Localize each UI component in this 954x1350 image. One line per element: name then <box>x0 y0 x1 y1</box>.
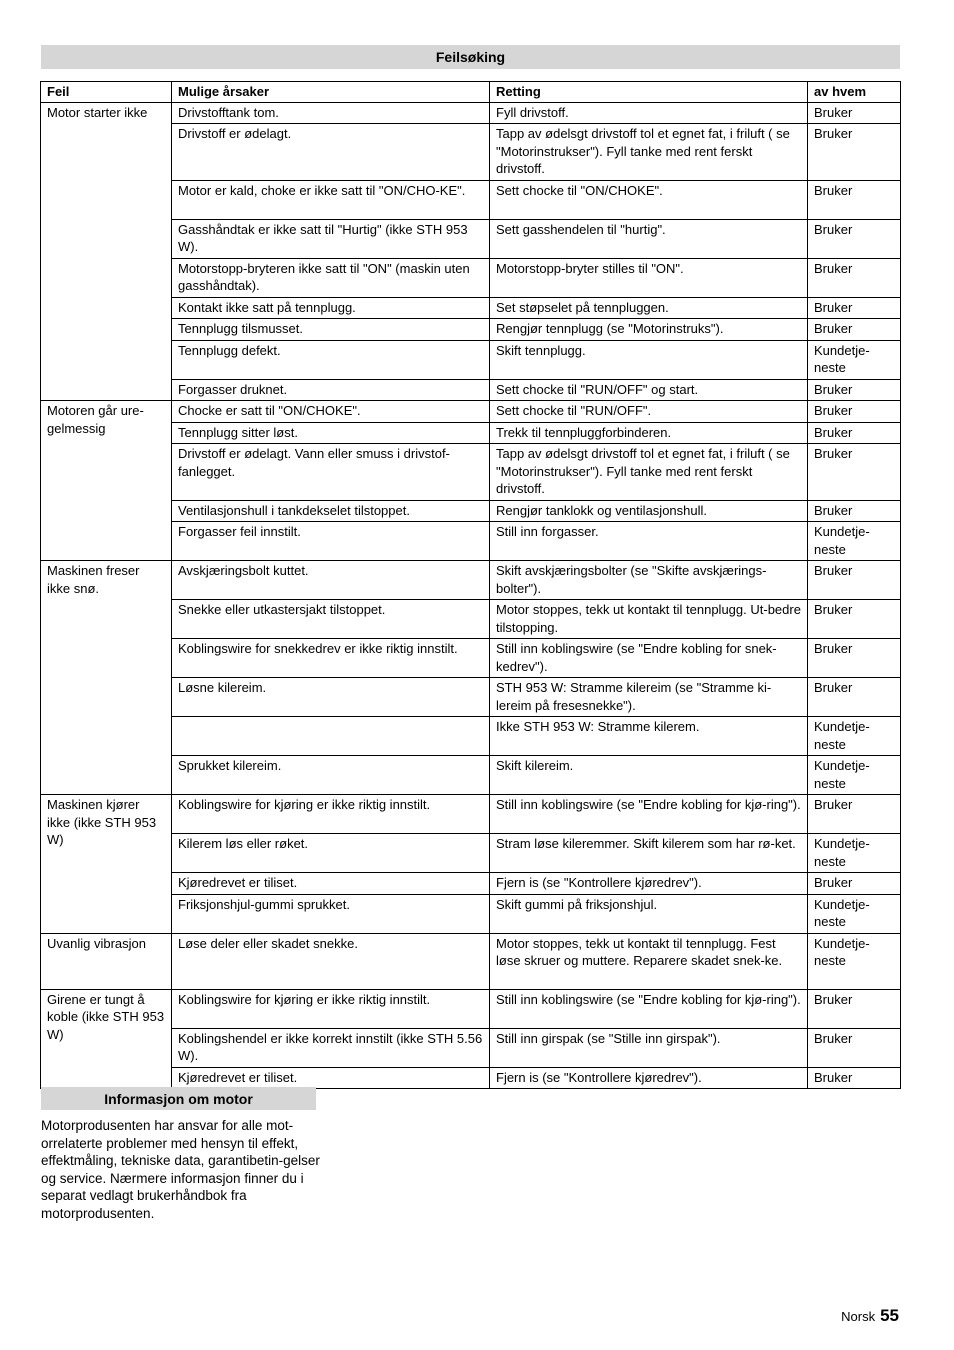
section-title-bar <box>41 45 900 69</box>
fix-cell: Sett chocke til "RUN/OFF". <box>490 401 808 423</box>
table-row <box>41 102 901 124</box>
footer-language: Norsk <box>841 1309 876 1324</box>
who-cell: Bruker <box>808 500 901 522</box>
fix-cell: Motor stoppes, tekk ut kontakt til tennplugg. Fest løse skruer og muttere. Reparere skadet snek-ke. <box>490 933 808 989</box>
fix-cell: Ikke STH 953 W: Stramme kilerem. <box>490 717 808 756</box>
info-title-bar <box>41 1087 316 1110</box>
header-fix: Retting <box>490 82 808 103</box>
who-cell: Bruker <box>808 600 901 639</box>
fault-cell: Motor starter ikke <box>41 102 172 401</box>
cause-cell: Kjøredrevet er tiliset. <box>172 873 490 895</box>
fault-cell: Girene er tungt å koble (ikke STH 953 W) <box>41 989 172 1089</box>
who-cell: Bruker <box>808 444 901 501</box>
cause-cell: Gasshåndtak er ikke satt til "Hurtig" (ikke STH 953 W). <box>172 219 490 258</box>
who-cell: Bruker <box>808 401 901 423</box>
who-cell: Bruker <box>808 873 901 895</box>
cause-cell: Friksjonshjul-gummi sprukket. <box>172 894 490 933</box>
fix-cell: Sett chocke til "ON/CHOKE". <box>490 180 808 219</box>
section-title: Feilsøking <box>435 49 506 65</box>
fix-cell: Trekk til tennpluggforbinderen. <box>490 422 808 444</box>
cause-cell <box>172 717 490 756</box>
cause-cell: Koblingswire for kjøring er ikke riktig innstilt. <box>172 795 490 834</box>
who-cell: Bruker <box>808 297 901 319</box>
cause-cell: Kilerem løs eller røket. <box>172 834 490 873</box>
cause-cell: Motor er kald, choke er ikke satt til "ON/CHO-KE". <box>172 180 490 219</box>
cause-cell: Tennplugg sitter løst. <box>172 422 490 444</box>
who-cell: Bruker <box>808 1028 901 1067</box>
fix-cell: Still inn forgasser. <box>490 522 808 561</box>
table-row <box>41 933 901 989</box>
who-cell: Bruker <box>808 180 901 219</box>
header-who: av hvem <box>808 82 901 103</box>
who-cell: Kundetje-neste <box>808 756 901 795</box>
cause-cell: Drivstofftank tom. <box>172 102 490 124</box>
who-cell: Kundetje-neste <box>808 522 901 561</box>
fix-cell: Tapp av ødelsgt drivstoff tol et egnet fat, i friluft ( se "Motorinstrukser"). Fyll tanke med rent ferskt drivstoff. <box>490 444 808 501</box>
fault-cell: Maskinen freser ikke snø. <box>41 561 172 795</box>
cause-cell: Koblingshendel er ikke korrekt innstilt (ikke STH 5.56 W). <box>172 1028 490 1067</box>
fix-cell: Fjern is (se "Kontrollere kjøredrev"). <box>490 1067 808 1089</box>
fix-cell: Tapp av ødelsgt drivstoff tol et egnet fat, i friluft ( se "Motorinstrukser"). Fyll tanke med rent ferskt drivstoff. <box>490 124 808 181</box>
cause-cell: Chocke er satt til "ON/CHOKE". <box>172 401 490 423</box>
fix-cell: Sett gasshendelen til "hurtig". <box>490 219 808 258</box>
cause-cell: Tennplugg tilsmusset. <box>172 319 490 341</box>
who-cell: Kundetje-neste <box>808 340 901 379</box>
who-cell: Kundetje-neste <box>808 933 901 989</box>
fix-cell: Still inn girspak (se "Stille inn girspak"). <box>490 1028 808 1067</box>
table-row <box>41 561 901 600</box>
info-title: Informasjon om motor <box>104 1090 253 1107</box>
table-body <box>41 102 901 1089</box>
page-number: 55 <box>880 1306 899 1325</box>
who-cell: Bruker <box>808 124 901 181</box>
fix-cell: Sett chocke til "RUN/OFF" og start. <box>490 379 808 401</box>
who-cell: Bruker <box>808 102 901 124</box>
fix-cell: Skift avskjæringsbolter (se "Skifte avskjærings-bolter"). <box>490 561 808 600</box>
who-cell: Bruker <box>808 319 901 341</box>
cause-cell: Kjøredrevet er tiliset. <box>172 1067 490 1089</box>
who-cell: Bruker <box>808 561 901 600</box>
who-cell: Bruker <box>808 639 901 678</box>
fix-cell: Still inn koblingswire (se "Endre kobling for kjø-ring"). <box>490 989 808 1028</box>
cause-cell: Tennplugg defekt. <box>172 340 490 379</box>
cause-cell: Avskjæringsbolt kuttet. <box>172 561 490 600</box>
fix-cell: Still inn koblingswire (se "Endre kobling for snek-kedrev"). <box>490 639 808 678</box>
who-cell: Bruker <box>808 219 901 258</box>
who-cell: Bruker <box>808 422 901 444</box>
fix-cell: Skift tennplugg. <box>490 340 808 379</box>
who-cell: Kundetje-neste <box>808 834 901 873</box>
who-cell: Bruker <box>808 989 901 1028</box>
fix-cell: Skift gummi på friksjonshjul. <box>490 894 808 933</box>
fix-cell: Still inn koblingswire (se "Endre kobling for kjø-ring"). <box>490 795 808 834</box>
who-cell: Bruker <box>808 258 901 297</box>
cause-cell: Koblingswire for kjøring er ikke riktig innstilt. <box>172 989 490 1028</box>
fix-cell: Fyll drivstoff. <box>490 102 808 124</box>
table-header-row <box>41 82 901 103</box>
troubleshooting-table <box>40 81 901 1089</box>
header-fault: Feil <box>41 82 172 103</box>
who-cell: Bruker <box>808 795 901 834</box>
cause-cell: Drivstoff er ødelagt. <box>172 124 490 181</box>
who-cell: Kundetje-neste <box>808 894 901 933</box>
who-cell: Kundetje-neste <box>808 717 901 756</box>
cause-cell: Forgasser feil innstilt. <box>172 522 490 561</box>
fix-cell: STH 953 W: Stramme kilereim (se "Stramme ki-lereim på fresesnekke"). <box>490 678 808 717</box>
fix-cell: Fjern is (se "Kontrollere kjøredrev"). <box>490 873 808 895</box>
info-paragraph: Motorprodusenten har ansvar for alle mot-orrelaterte problemer med hensyn til effekt, effektmåling, tekniske data, garantibetin-gelser og service. Nærmere informasjon finner du i separat vedlagt brukerhåndbok fra motorprodusenten. <box>41 1118 320 1221</box>
fix-cell: Set støpselet på tennpluggen. <box>490 297 808 319</box>
cause-cell: Motorstopp-bryteren ikke satt til "ON" (maskin uten gasshåndtak). <box>172 258 490 297</box>
fix-cell: Motorstopp-bryter stilles til "ON". <box>490 258 808 297</box>
cause-cell: Drivstoff er ødelagt. Vann eller smuss i drivstof-fanlegget. <box>172 444 490 501</box>
fix-cell: Rengjør tennplugg (se "Motorinstruks"). <box>490 319 808 341</box>
table-row <box>41 795 901 834</box>
cause-cell: Ventilasjonshull i tankdekselet tilstoppet. <box>172 500 490 522</box>
cause-cell: Forgasser druknet. <box>172 379 490 401</box>
who-cell: Bruker <box>808 379 901 401</box>
cause-cell: Snekke eller utkastersjakt tilstoppet. <box>172 600 490 639</box>
cause-cell: Sprukket kilereim. <box>172 756 490 795</box>
table-row <box>41 989 901 1028</box>
who-cell: Bruker <box>808 1067 901 1089</box>
cause-cell: Kontakt ikke satt på tennplugg. <box>172 297 490 319</box>
fault-cell: Uvanlig vibrasjon <box>41 933 172 989</box>
fault-cell: Maskinen kjører ikke (ikke STH 953 W) <box>41 795 172 934</box>
cause-cell: Løse deler eller skadet snekke. <box>172 933 490 989</box>
cause-cell: Koblingswire for snekkedrev er ikke riktig innstilt. <box>172 639 490 678</box>
header-cause: Mulige årsaker <box>172 82 490 103</box>
who-cell: Bruker <box>808 678 901 717</box>
fix-cell: Skift kilereim. <box>490 756 808 795</box>
fix-cell: Motor stoppes, tekk ut kontakt til tennplugg. Ut-bedre tilstopping. <box>490 600 808 639</box>
fix-cell: Rengjør tanklokk og ventilasjonshull. <box>490 500 808 522</box>
page-footer <box>841 1306 899 1326</box>
fault-cell: Motoren går ure-gelmessig <box>41 401 172 561</box>
fix-cell: Stram løse kileremmer. Skift kilerem som har rø-ket. <box>490 834 808 873</box>
cause-cell: Løsne kilereim. <box>172 678 490 717</box>
table-row <box>41 401 901 423</box>
